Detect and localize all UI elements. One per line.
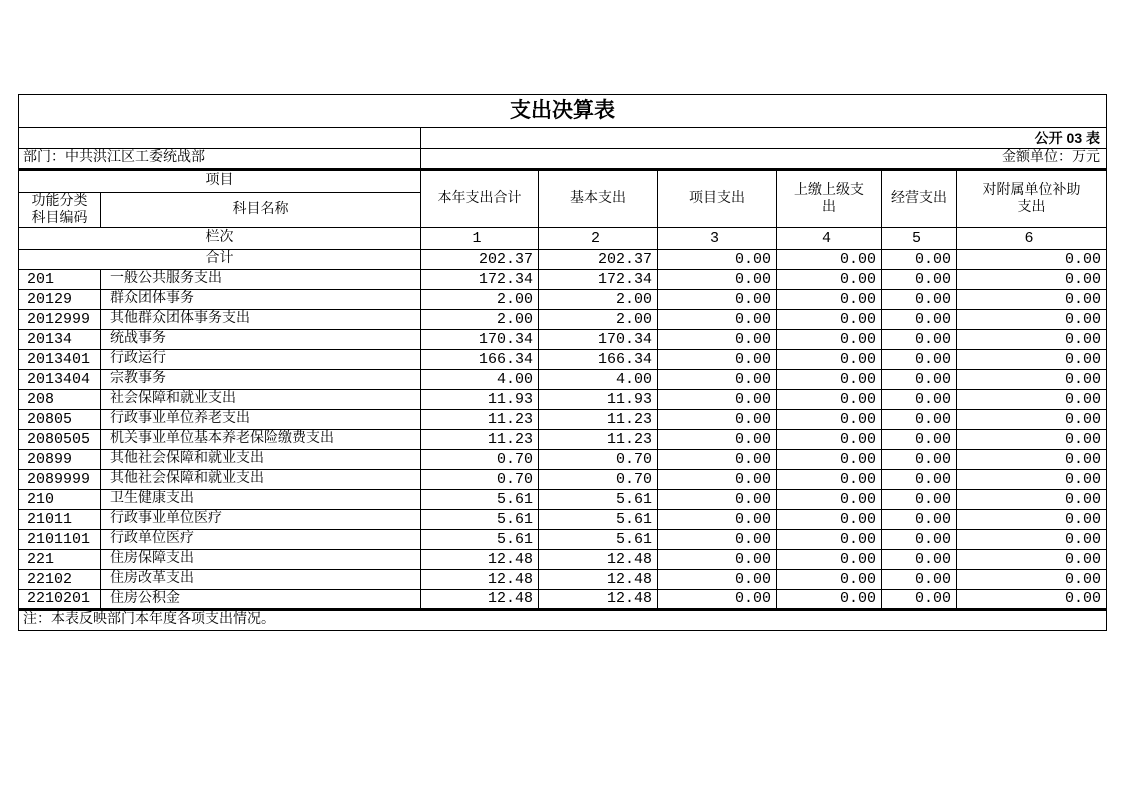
page-title: 支出决算表 bbox=[19, 95, 1107, 128]
value-cell: 0.00 bbox=[658, 430, 777, 450]
value-cell: 0.00 bbox=[658, 310, 777, 330]
value-cell: 0.00 bbox=[777, 430, 882, 450]
value-cell: 12.48 bbox=[421, 590, 539, 610]
value-cell: 0.00 bbox=[882, 290, 957, 310]
value-cell: 2.00 bbox=[539, 290, 658, 310]
value-cell: 5.61 bbox=[421, 490, 539, 510]
table-row bbox=[19, 470, 1107, 490]
value-cell: 5.61 bbox=[421, 510, 539, 530]
value-cell: 0.00 bbox=[957, 270, 1107, 290]
value-cell: 202.37 bbox=[539, 250, 658, 270]
value-cell: 11.93 bbox=[539, 390, 658, 410]
code-cell: 20129 bbox=[19, 290, 101, 310]
value-cell: 0.70 bbox=[421, 450, 539, 470]
value-cell: 12.48 bbox=[539, 590, 658, 610]
value-cell: 0.00 bbox=[777, 590, 882, 610]
header-row-item bbox=[19, 170, 1107, 193]
col-header-code bbox=[19, 193, 101, 228]
subject-name-cell: 宗教事务 bbox=[101, 370, 421, 390]
subject-name-cell: 行政事业单位养老支出 bbox=[101, 410, 421, 430]
value-cell: 5.61 bbox=[539, 510, 658, 530]
value-cell: 0.00 bbox=[658, 450, 777, 470]
col-header-item-group: 项目 bbox=[19, 170, 421, 193]
department-label: 部门：中共洪江区工委统战部 bbox=[19, 149, 421, 170]
code-cell: 2012999 bbox=[19, 310, 101, 330]
value-cell: 0.00 bbox=[658, 410, 777, 430]
value-cell: 0.00 bbox=[777, 330, 882, 350]
table-row bbox=[19, 370, 1107, 390]
value-cell: 11.23 bbox=[421, 430, 539, 450]
value-cell: 0.00 bbox=[658, 290, 777, 310]
value-cell: 0.00 bbox=[957, 390, 1107, 410]
code-cell: 201 bbox=[19, 270, 101, 290]
value-cell: 0.00 bbox=[882, 530, 957, 550]
row-label-lanci: 栏次 bbox=[19, 228, 421, 250]
col-header-code-label: 功能分类科目编码 bbox=[31, 194, 88, 226]
value-cell: 4.00 bbox=[539, 370, 658, 390]
value-cell: 166.34 bbox=[421, 350, 539, 370]
value-cell: 12.48 bbox=[421, 570, 539, 590]
total-label-cell: 合计 bbox=[19, 250, 421, 270]
value-cell: 0.00 bbox=[658, 510, 777, 530]
value-cell: 0.00 bbox=[882, 570, 957, 590]
table-row bbox=[19, 490, 1107, 510]
value-cell: 0.00 bbox=[777, 530, 882, 550]
value-cell: 0.00 bbox=[957, 350, 1107, 370]
subject-name-cell: 行政单位医疗 bbox=[101, 530, 421, 550]
table-row bbox=[19, 310, 1107, 330]
col-header-total-expenditure: 本年支出合计 bbox=[421, 170, 539, 228]
subject-name-cell: 卫生健康支出 bbox=[101, 490, 421, 510]
value-cell: 170.34 bbox=[421, 330, 539, 350]
value-cell: 166.34 bbox=[539, 350, 658, 370]
expenditure-sheet bbox=[18, 94, 1106, 631]
value-cell: 5.61 bbox=[539, 490, 658, 510]
value-cell: 0.00 bbox=[777, 490, 882, 510]
value-cell: 202.37 bbox=[421, 250, 539, 270]
table-row bbox=[19, 530, 1107, 550]
value-cell: 0.70 bbox=[539, 470, 658, 490]
subject-name-cell: 行政运行 bbox=[101, 350, 421, 370]
value-cell: 0.00 bbox=[957, 330, 1107, 350]
subject-name-cell: 社会保障和就业支出 bbox=[101, 390, 421, 410]
value-cell: 0.00 bbox=[777, 470, 882, 490]
expenditure-table bbox=[18, 94, 1107, 631]
value-cell: 0.00 bbox=[957, 310, 1107, 330]
value-cell: 0.00 bbox=[882, 270, 957, 290]
subject-name-cell: 住房改革支出 bbox=[101, 570, 421, 590]
value-cell: 0.00 bbox=[957, 450, 1107, 470]
code-cell: 21011 bbox=[19, 510, 101, 530]
value-cell: 5.61 bbox=[421, 530, 539, 550]
value-cell: 0.00 bbox=[957, 490, 1107, 510]
table-row bbox=[19, 350, 1107, 370]
table-row bbox=[19, 330, 1107, 350]
table-number: 公开 03 表 bbox=[421, 128, 1107, 149]
value-cell: 172.34 bbox=[421, 270, 539, 290]
value-cell: 0.00 bbox=[882, 470, 957, 490]
subject-name-cell: 一般公共服务支出 bbox=[101, 270, 421, 290]
value-cell: 0.00 bbox=[882, 330, 957, 350]
code-cell: 20134 bbox=[19, 330, 101, 350]
unit-label: 金额单位：万元 bbox=[421, 149, 1107, 170]
value-cell: 0.00 bbox=[882, 430, 957, 450]
value-cell: 2.00 bbox=[421, 310, 539, 330]
value-cell: 0.00 bbox=[658, 530, 777, 550]
value-cell: 172.34 bbox=[539, 270, 658, 290]
value-cell: 0.00 bbox=[957, 290, 1107, 310]
value-cell: 0.00 bbox=[882, 590, 957, 610]
value-cell: 0.70 bbox=[539, 450, 658, 470]
value-cell: 0.00 bbox=[882, 390, 957, 410]
value-cell: 0.00 bbox=[658, 470, 777, 490]
header-row-column-numbers bbox=[19, 228, 1107, 250]
subject-name-cell: 其他社会保障和就业支出 bbox=[101, 450, 421, 470]
value-cell: 0.00 bbox=[658, 570, 777, 590]
value-cell: 12.48 bbox=[421, 550, 539, 570]
table-row bbox=[19, 250, 1107, 270]
code-cell: 2089999 bbox=[19, 470, 101, 490]
value-cell: 0.00 bbox=[777, 290, 882, 310]
code-cell: 20805 bbox=[19, 410, 101, 430]
value-cell: 0.00 bbox=[777, 310, 882, 330]
value-cell: 0.00 bbox=[777, 250, 882, 270]
code-cell: 2101101 bbox=[19, 530, 101, 550]
column-number-3: 3 bbox=[658, 228, 777, 250]
table-row bbox=[19, 430, 1107, 450]
title-row bbox=[19, 95, 1107, 128]
value-cell: 12.48 bbox=[539, 570, 658, 590]
value-cell: 0.00 bbox=[882, 490, 957, 510]
column-number-2: 2 bbox=[539, 228, 658, 250]
col-header-upper-level-label: 上缴上级支出 bbox=[794, 183, 864, 215]
code-cell: 221 bbox=[19, 550, 101, 570]
code-cell: 22102 bbox=[19, 570, 101, 590]
subject-name-cell: 住房公积金 bbox=[101, 590, 421, 610]
value-cell: 0.00 bbox=[777, 410, 882, 430]
value-cell: 12.48 bbox=[539, 550, 658, 570]
col-header-basic-expenditure: 基本支出 bbox=[539, 170, 658, 228]
code-cell: 2210201 bbox=[19, 590, 101, 610]
code-cell: 208 bbox=[19, 390, 101, 410]
value-cell: 0.00 bbox=[658, 350, 777, 370]
value-cell: 0.00 bbox=[777, 390, 882, 410]
value-cell: 0.70 bbox=[421, 470, 539, 490]
value-cell: 0.00 bbox=[777, 370, 882, 390]
meta-row-2 bbox=[19, 149, 1107, 170]
code-cell: 2080505 bbox=[19, 430, 101, 450]
subject-name-cell: 住房保障支出 bbox=[101, 550, 421, 570]
value-cell: 0.00 bbox=[957, 570, 1107, 590]
subject-name-cell: 行政事业单位医疗 bbox=[101, 510, 421, 530]
value-cell: 0.00 bbox=[777, 270, 882, 290]
note-row bbox=[19, 610, 1107, 631]
col-header-subsidy-label: 对附属单位补助支出 bbox=[982, 183, 1081, 215]
value-cell: 0.00 bbox=[777, 570, 882, 590]
value-cell: 0.00 bbox=[777, 510, 882, 530]
col-header-subject-name: 科目名称 bbox=[101, 193, 421, 228]
value-cell: 11.23 bbox=[539, 410, 658, 430]
table-row bbox=[19, 270, 1107, 290]
value-cell: 0.00 bbox=[957, 590, 1107, 610]
table-body bbox=[19, 250, 1107, 610]
value-cell: 11.93 bbox=[421, 390, 539, 410]
column-number-5: 5 bbox=[882, 228, 957, 250]
col-header-upper-level-expenditure bbox=[777, 170, 882, 228]
table-row bbox=[19, 390, 1107, 410]
column-number-4: 4 bbox=[777, 228, 882, 250]
table-row bbox=[19, 450, 1107, 470]
value-cell: 0.00 bbox=[658, 270, 777, 290]
value-cell: 0.00 bbox=[658, 390, 777, 410]
value-cell: 0.00 bbox=[957, 250, 1107, 270]
meta-row-1 bbox=[19, 128, 1107, 149]
value-cell: 0.00 bbox=[658, 370, 777, 390]
value-cell: 0.00 bbox=[882, 510, 957, 530]
table-row bbox=[19, 570, 1107, 590]
table-row bbox=[19, 410, 1107, 430]
column-number-6: 6 bbox=[957, 228, 1107, 250]
value-cell: 0.00 bbox=[882, 370, 957, 390]
value-cell: 0.00 bbox=[658, 590, 777, 610]
value-cell: 11.23 bbox=[539, 430, 658, 450]
value-cell: 170.34 bbox=[539, 330, 658, 350]
value-cell: 0.00 bbox=[882, 350, 957, 370]
table-row bbox=[19, 510, 1107, 530]
col-header-subsidy-expenditure bbox=[957, 170, 1107, 228]
subject-name-cell: 其他群众团体事务支出 bbox=[101, 310, 421, 330]
value-cell: 0.00 bbox=[957, 550, 1107, 570]
value-cell: 0.00 bbox=[882, 550, 957, 570]
value-cell: 0.00 bbox=[658, 330, 777, 350]
col-header-project-expenditure: 项目支出 bbox=[658, 170, 777, 228]
col-header-operating-expenditure: 经营支出 bbox=[882, 170, 957, 228]
table-row bbox=[19, 590, 1107, 610]
code-cell: 2013404 bbox=[19, 370, 101, 390]
value-cell: 0.00 bbox=[777, 450, 882, 470]
subject-name-cell: 机关事业单位基本养老保险缴费支出 bbox=[101, 430, 421, 450]
table-row bbox=[19, 290, 1107, 310]
column-number-1: 1 bbox=[421, 228, 539, 250]
value-cell: 0.00 bbox=[957, 510, 1107, 530]
value-cell: 0.00 bbox=[957, 410, 1107, 430]
code-cell: 210 bbox=[19, 490, 101, 510]
meta-empty-cell bbox=[19, 128, 421, 149]
subject-name-cell: 统战事务 bbox=[101, 330, 421, 350]
value-cell: 0.00 bbox=[777, 350, 882, 370]
value-cell: 4.00 bbox=[421, 370, 539, 390]
value-cell: 2.00 bbox=[421, 290, 539, 310]
value-cell: 0.00 bbox=[658, 550, 777, 570]
value-cell: 0.00 bbox=[882, 250, 957, 270]
table-row bbox=[19, 550, 1107, 570]
value-cell: 0.00 bbox=[957, 530, 1107, 550]
subject-name-cell: 其他社会保障和就业支出 bbox=[101, 470, 421, 490]
subject-name-cell: 群众团体事务 bbox=[101, 290, 421, 310]
value-cell: 0.00 bbox=[658, 250, 777, 270]
value-cell: 0.00 bbox=[658, 490, 777, 510]
value-cell: 0.00 bbox=[957, 430, 1107, 450]
value-cell: 2.00 bbox=[539, 310, 658, 330]
code-cell: 2013401 bbox=[19, 350, 101, 370]
value-cell: 0.00 bbox=[882, 450, 957, 470]
table-note: 注：本表反映部门本年度各项支出情况。 bbox=[19, 610, 1107, 631]
value-cell: 5.61 bbox=[539, 530, 658, 550]
value-cell: 0.00 bbox=[882, 310, 957, 330]
value-cell: 0.00 bbox=[882, 410, 957, 430]
value-cell: 0.00 bbox=[957, 470, 1107, 490]
code-cell: 20899 bbox=[19, 450, 101, 470]
value-cell: 0.00 bbox=[957, 370, 1107, 390]
value-cell: 0.00 bbox=[777, 550, 882, 570]
value-cell: 11.23 bbox=[421, 410, 539, 430]
